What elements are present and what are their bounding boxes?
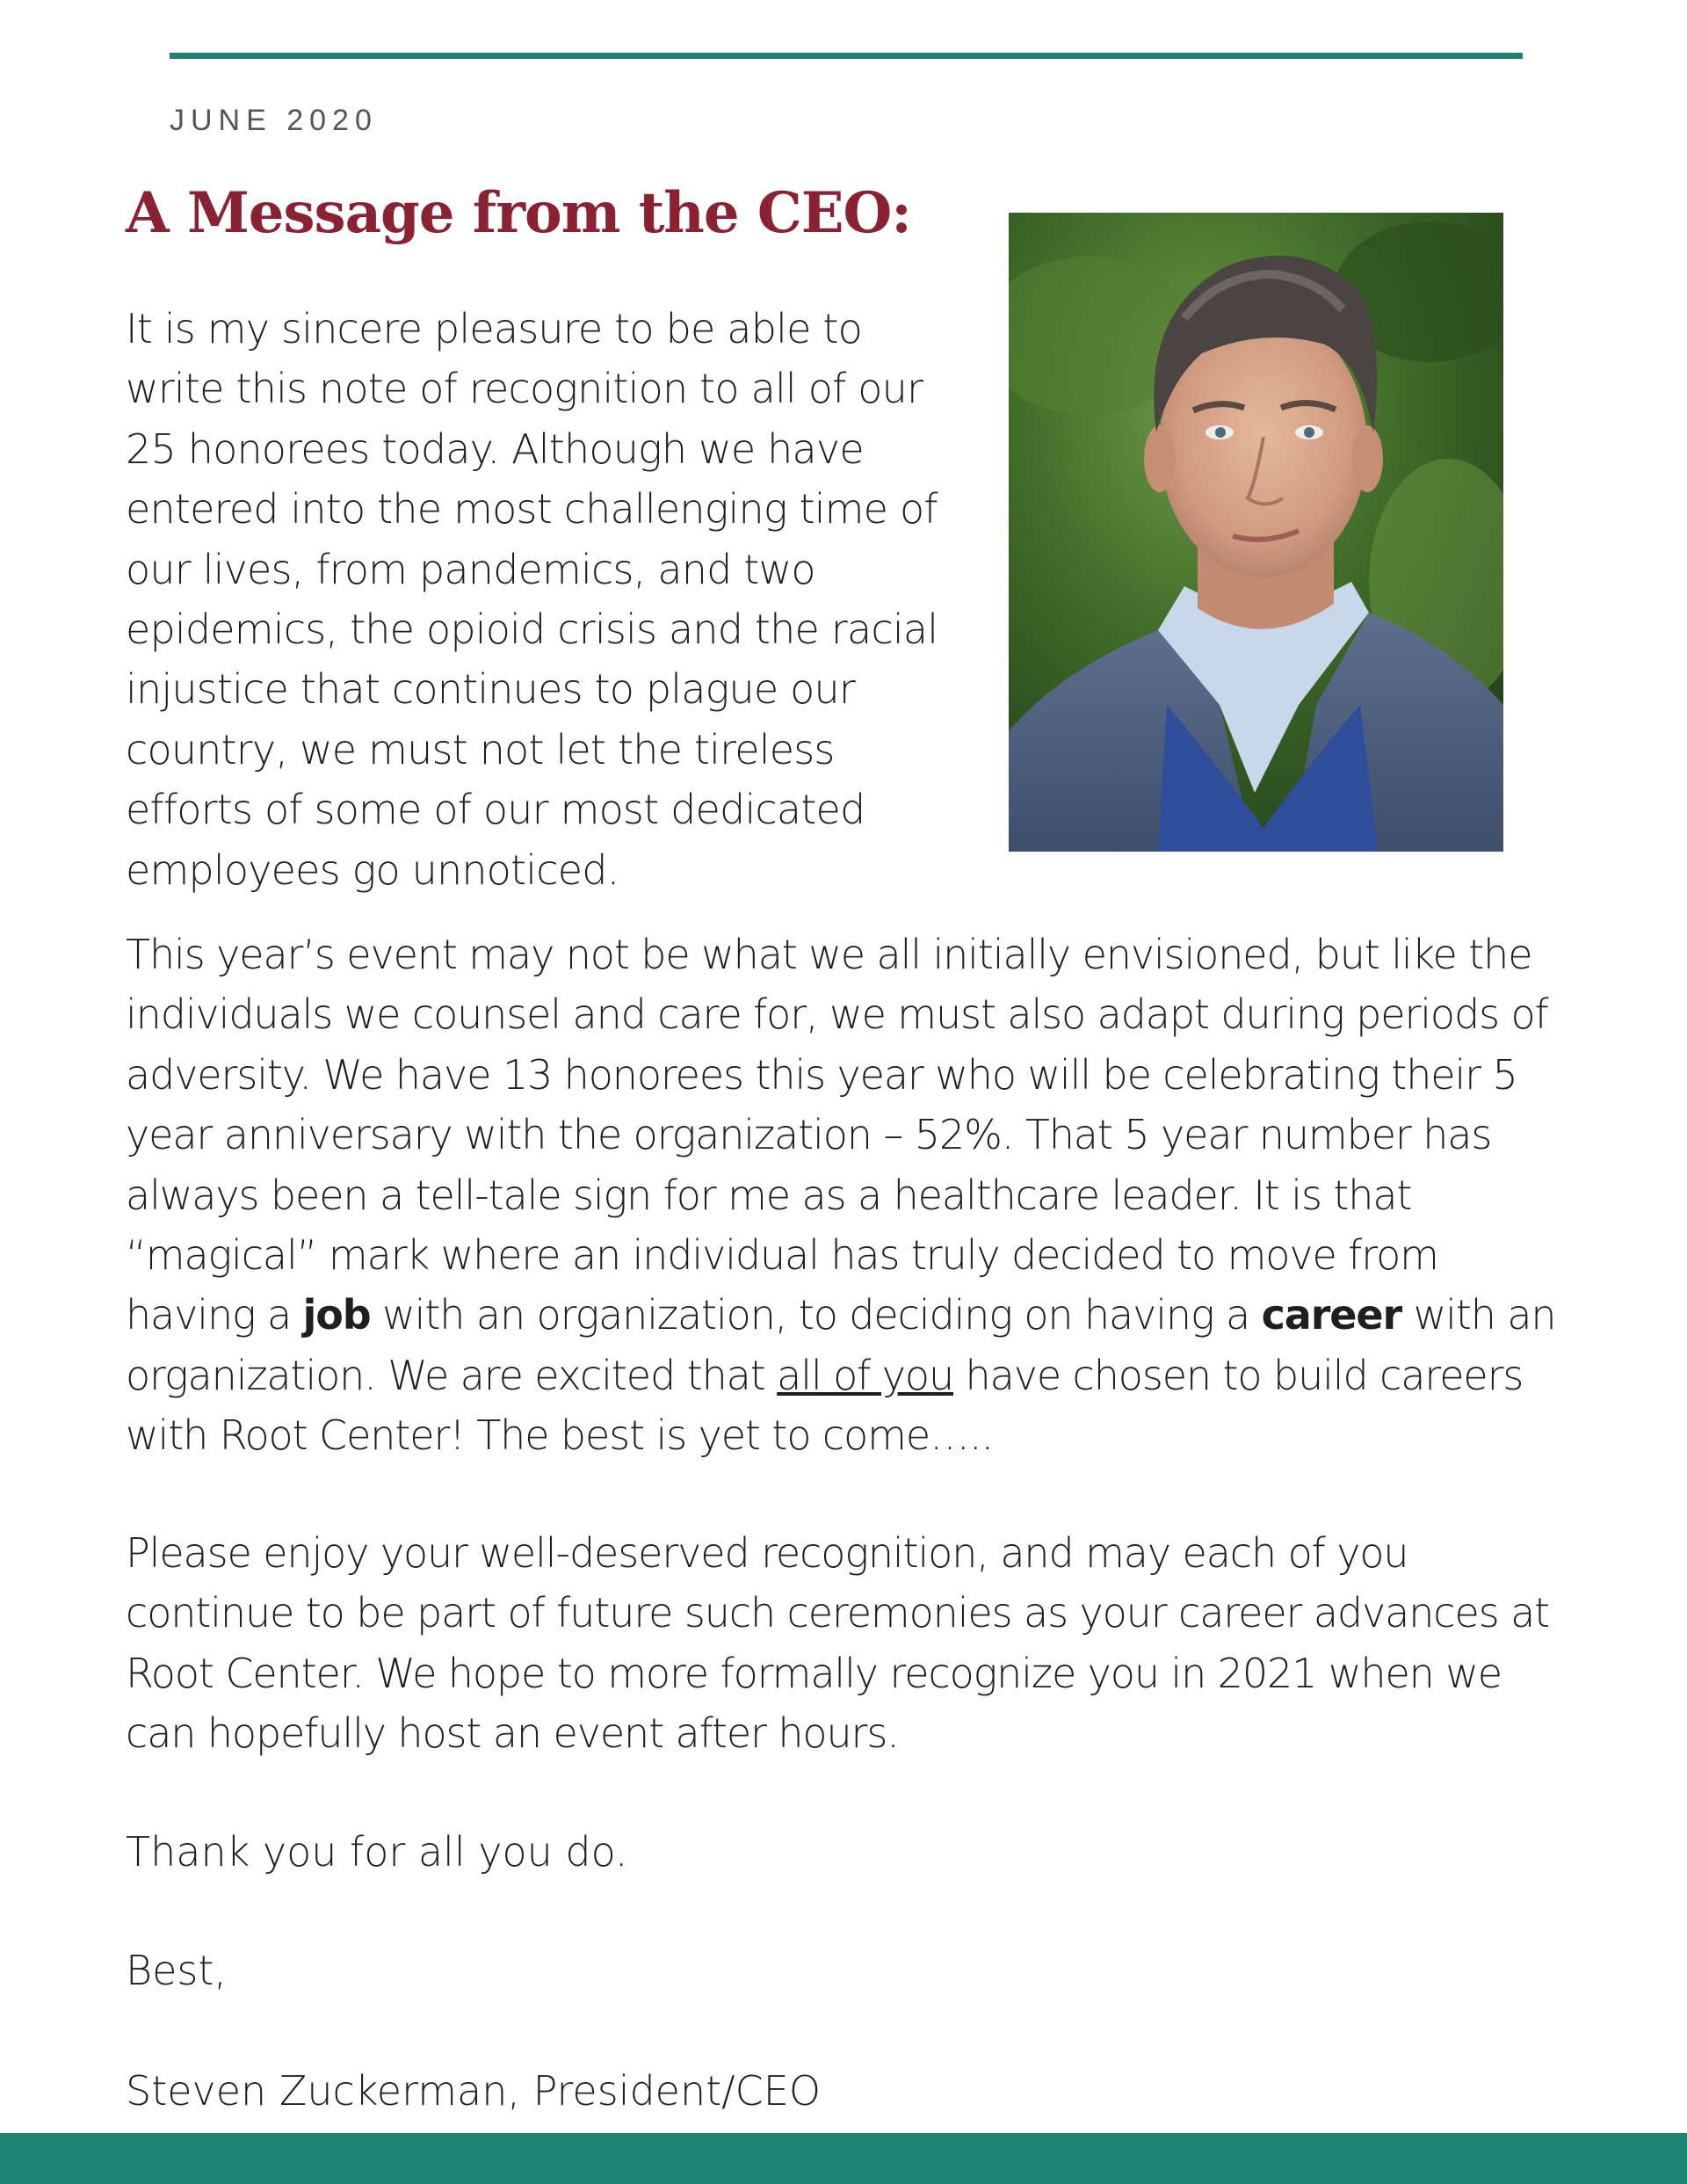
recognition-paragraph: Please enjoy your well-deserved recognition, and may each of you continue to be part of future such ceremonies as your career advances at Root Center. We hope to more formally recognize you in 2021 when we can hopefully host an event after hours. bbox=[126, 1529, 1550, 1758]
anniversary-text-2: with an organization, to deciding on having a bbox=[370, 1291, 1262, 1339]
signature-line: Steven Zuckerman, President/CEO bbox=[126, 2067, 822, 2115]
issue-date: JUNE 2020 bbox=[170, 104, 378, 137]
anniversary-text-3: with an organization. We are excited that bbox=[126, 1291, 1556, 1399]
anniversary-paragraph bbox=[126, 925, 1567, 1466]
thanks-line: Thank you for all you do. bbox=[126, 1828, 628, 1876]
closing-line: Best, bbox=[126, 1947, 228, 1994]
career-emphasis: career bbox=[1261, 1291, 1402, 1339]
intro-paragraph: It is my sincere pleasure to be able to write this note of recognition to all of our 25 honorees today. Although we have entered into the most challenging time of our lives, from pandemics, and two epidemics, the opioid crisis and the racial injustice that continues to plague our country, we must not let the tireless efforts of some of our most dedicated employees go unnoticed. bbox=[126, 305, 938, 894]
top-divider bbox=[170, 53, 1523, 59]
job-emphasis: job bbox=[302, 1291, 371, 1339]
portrait-illustration bbox=[1009, 213, 1503, 852]
anniversary-text-1: This year’s event may not be what we all initially envisioned, but like the individuals we counsel and care for, we must also adapt during periods of adversity. We have 13 honorees this year who will be celebrating their 5 year anniversary with the organization – 52%. That 5 year number has always been a tell-tale sign for me as a healthcare leader. It is that “magical” mark where an individual has truly decided to move from having a bbox=[126, 931, 1548, 1339]
bottom-footer-bar bbox=[0, 2133, 1687, 2184]
page-title: A Message from the CEO: bbox=[126, 180, 911, 246]
anniversary-text-4: have chosen to build careers with Root Center! The best is yet to come….. bbox=[126, 1351, 1524, 1460]
all-of-you-emphasis: all of you bbox=[777, 1351, 954, 1399]
ceo-portrait-photo bbox=[1009, 213, 1503, 852]
